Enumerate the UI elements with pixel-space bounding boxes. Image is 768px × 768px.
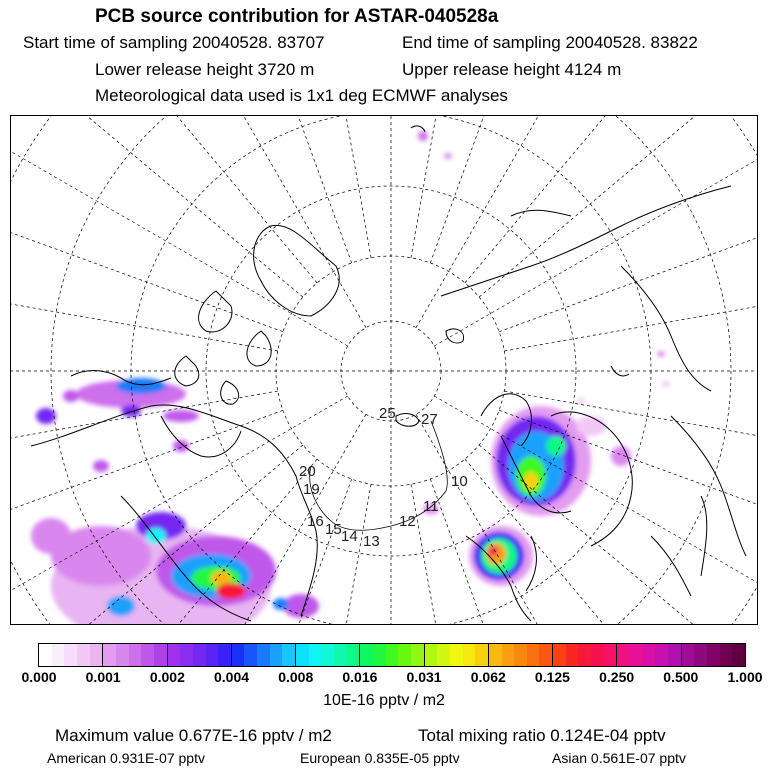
- color-scale-tick-label: 0.000: [21, 669, 57, 685]
- trajectory-label: 25: [379, 405, 396, 422]
- meridian-line: [465, 116, 757, 283]
- color-swatch: [64, 644, 77, 666]
- color-swatch: [450, 644, 463, 666]
- map-panel: [10, 115, 758, 625]
- color-swatch: [129, 644, 142, 666]
- color-swatch: [539, 644, 552, 666]
- color-swatch: [244, 644, 257, 666]
- color-swatch: [360, 644, 373, 666]
- color-swatch: [566, 644, 579, 666]
- trajectory-label: 13: [363, 533, 380, 550]
- trajectory-label: 19: [303, 481, 320, 498]
- trajectory-label: 11: [423, 498, 439, 515]
- trajectory-label: 27: [421, 411, 438, 428]
- color-swatch: [168, 644, 181, 666]
- trajectory-label: 12: [399, 513, 416, 530]
- color-swatch: [141, 644, 154, 666]
- color-scale-segment: [682, 644, 745, 666]
- asian-contribution: Asian 0.561E-07 pptv: [552, 750, 686, 766]
- color-scale-tick-label: 0.062: [470, 669, 506, 685]
- color-scale-tick-label: 0.500: [663, 669, 699, 685]
- color-scale-segment: [103, 644, 167, 666]
- color-scale-segment: [232, 644, 296, 666]
- color-swatch: [682, 644, 695, 666]
- color-swatch: [39, 644, 52, 666]
- meridian-line: [416, 116, 757, 328]
- trajectory-labels: [299, 405, 468, 550]
- color-swatch: [489, 644, 502, 666]
- color-swatch: [527, 644, 540, 666]
- color-swatch: [334, 644, 347, 666]
- color-swatch: [732, 644, 745, 666]
- american-contribution: American 0.931E-07 pptv: [47, 750, 205, 766]
- color-scale-tick-label: 0.250: [599, 669, 635, 685]
- color-swatch: [604, 644, 617, 666]
- color-scale-tick-label: 0.016: [342, 669, 378, 685]
- color-swatch: [437, 644, 450, 666]
- color-scale-tick-label: 0.008: [278, 669, 314, 685]
- color-swatch: [347, 644, 360, 666]
- max-value: Maximum value 0.677E-16 pptv / m2: [55, 726, 332, 745]
- meridian-line: [235, 116, 371, 258]
- meridian-line: [11, 116, 303, 297]
- color-swatch: [218, 644, 231, 666]
- color-swatch: [77, 644, 90, 666]
- color-scale-segment: [617, 644, 681, 666]
- meridian-line: [430, 116, 698, 263]
- meridian-line: [499, 116, 757, 332]
- color-scale-tick-label: 0.004: [214, 669, 250, 685]
- color-swatch: [668, 644, 681, 666]
- color-swatch: [630, 644, 643, 666]
- color-swatch: [463, 644, 476, 666]
- scale-units: 10E-16 pptv / m2: [323, 692, 445, 709]
- color-swatch: [232, 644, 245, 666]
- color-scale-segment: [296, 644, 360, 666]
- color-scale-segment: [553, 644, 617, 666]
- color-swatch: [52, 644, 65, 666]
- color-swatch: [411, 644, 424, 666]
- color-swatch: [309, 644, 322, 666]
- color-swatch: [180, 644, 193, 666]
- color-swatch: [720, 644, 733, 666]
- color-swatch: [282, 644, 295, 666]
- color-swatch: [591, 644, 604, 666]
- total-mixing-ratio: Total mixing ratio 0.124E-04 pptv: [418, 726, 666, 745]
- color-swatch: [90, 644, 103, 666]
- color-scale-segment: [168, 644, 232, 666]
- color-scale-tick-label: 0.125: [534, 669, 570, 685]
- color-swatch: [206, 644, 219, 666]
- meridian-line: [11, 116, 317, 283]
- color-swatch: [502, 644, 515, 666]
- color-swatch: [553, 644, 566, 666]
- color-scale-segment: [360, 644, 424, 666]
- color-swatch: [643, 644, 656, 666]
- color-swatch: [386, 644, 399, 666]
- color-swatch: [257, 644, 270, 666]
- european-contribution: European 0.835E-05 pptv: [300, 750, 460, 766]
- color-swatch: [425, 644, 438, 666]
- meridian-line: [11, 116, 348, 346]
- end-time: End time of sampling 20040528. 83822: [402, 33, 698, 52]
- color-swatch: [514, 644, 527, 666]
- color-swatch: [578, 644, 591, 666]
- color-scale-bar: [38, 643, 746, 667]
- color-swatch: [270, 644, 283, 666]
- color-swatch: [321, 644, 334, 666]
- meridian-line: [411, 116, 547, 258]
- color-swatch: [398, 644, 411, 666]
- meridian-line: [434, 116, 757, 346]
- upper-release-height: Upper release height 4124 m: [402, 60, 622, 79]
- color-scale-tick-label: 0.031: [406, 669, 442, 685]
- trajectory-label: 14: [341, 528, 358, 545]
- color-swatch: [193, 644, 206, 666]
- color-swatch: [694, 644, 707, 666]
- color-swatch: [296, 644, 309, 666]
- meridian-line: [83, 116, 351, 263]
- met-data: Meteorological data used is 1x1 deg ECMWF analyses: [95, 86, 508, 105]
- plot-title: PCB source contribution for ASTAR-040528a: [95, 6, 499, 27]
- color-swatch: [116, 644, 129, 666]
- color-scale-segment: [425, 644, 489, 666]
- concentration-field: [31, 131, 670, 624]
- lower-release-height: Lower release height 3720 m: [95, 60, 315, 79]
- meridian-line: [11, 116, 366, 328]
- color-scale-segment: [39, 644, 103, 666]
- color-swatch: [154, 644, 167, 666]
- color-swatch: [475, 644, 488, 666]
- color-swatch: [103, 644, 116, 666]
- start-time: Start time of sampling 20040528. 83707: [23, 33, 325, 52]
- trajectory-label: 20: [299, 463, 316, 480]
- trajectory-label: 16: [307, 513, 324, 530]
- color-scale-tick-label: 0.002: [149, 669, 185, 685]
- color-swatch: [707, 644, 720, 666]
- meridian-line: [11, 116, 283, 332]
- trajectory-label: 15: [325, 521, 342, 538]
- color-scale-segment: [489, 644, 553, 666]
- color-swatch: [655, 644, 668, 666]
- color-swatch: [617, 644, 630, 666]
- color-scale-tick-label: 1.000: [727, 669, 763, 685]
- trajectory-label: 10: [451, 473, 468, 490]
- color-swatch: [373, 644, 386, 666]
- color-scale-tick-label: 0.001: [85, 669, 121, 685]
- map-svg: [11, 116, 757, 624]
